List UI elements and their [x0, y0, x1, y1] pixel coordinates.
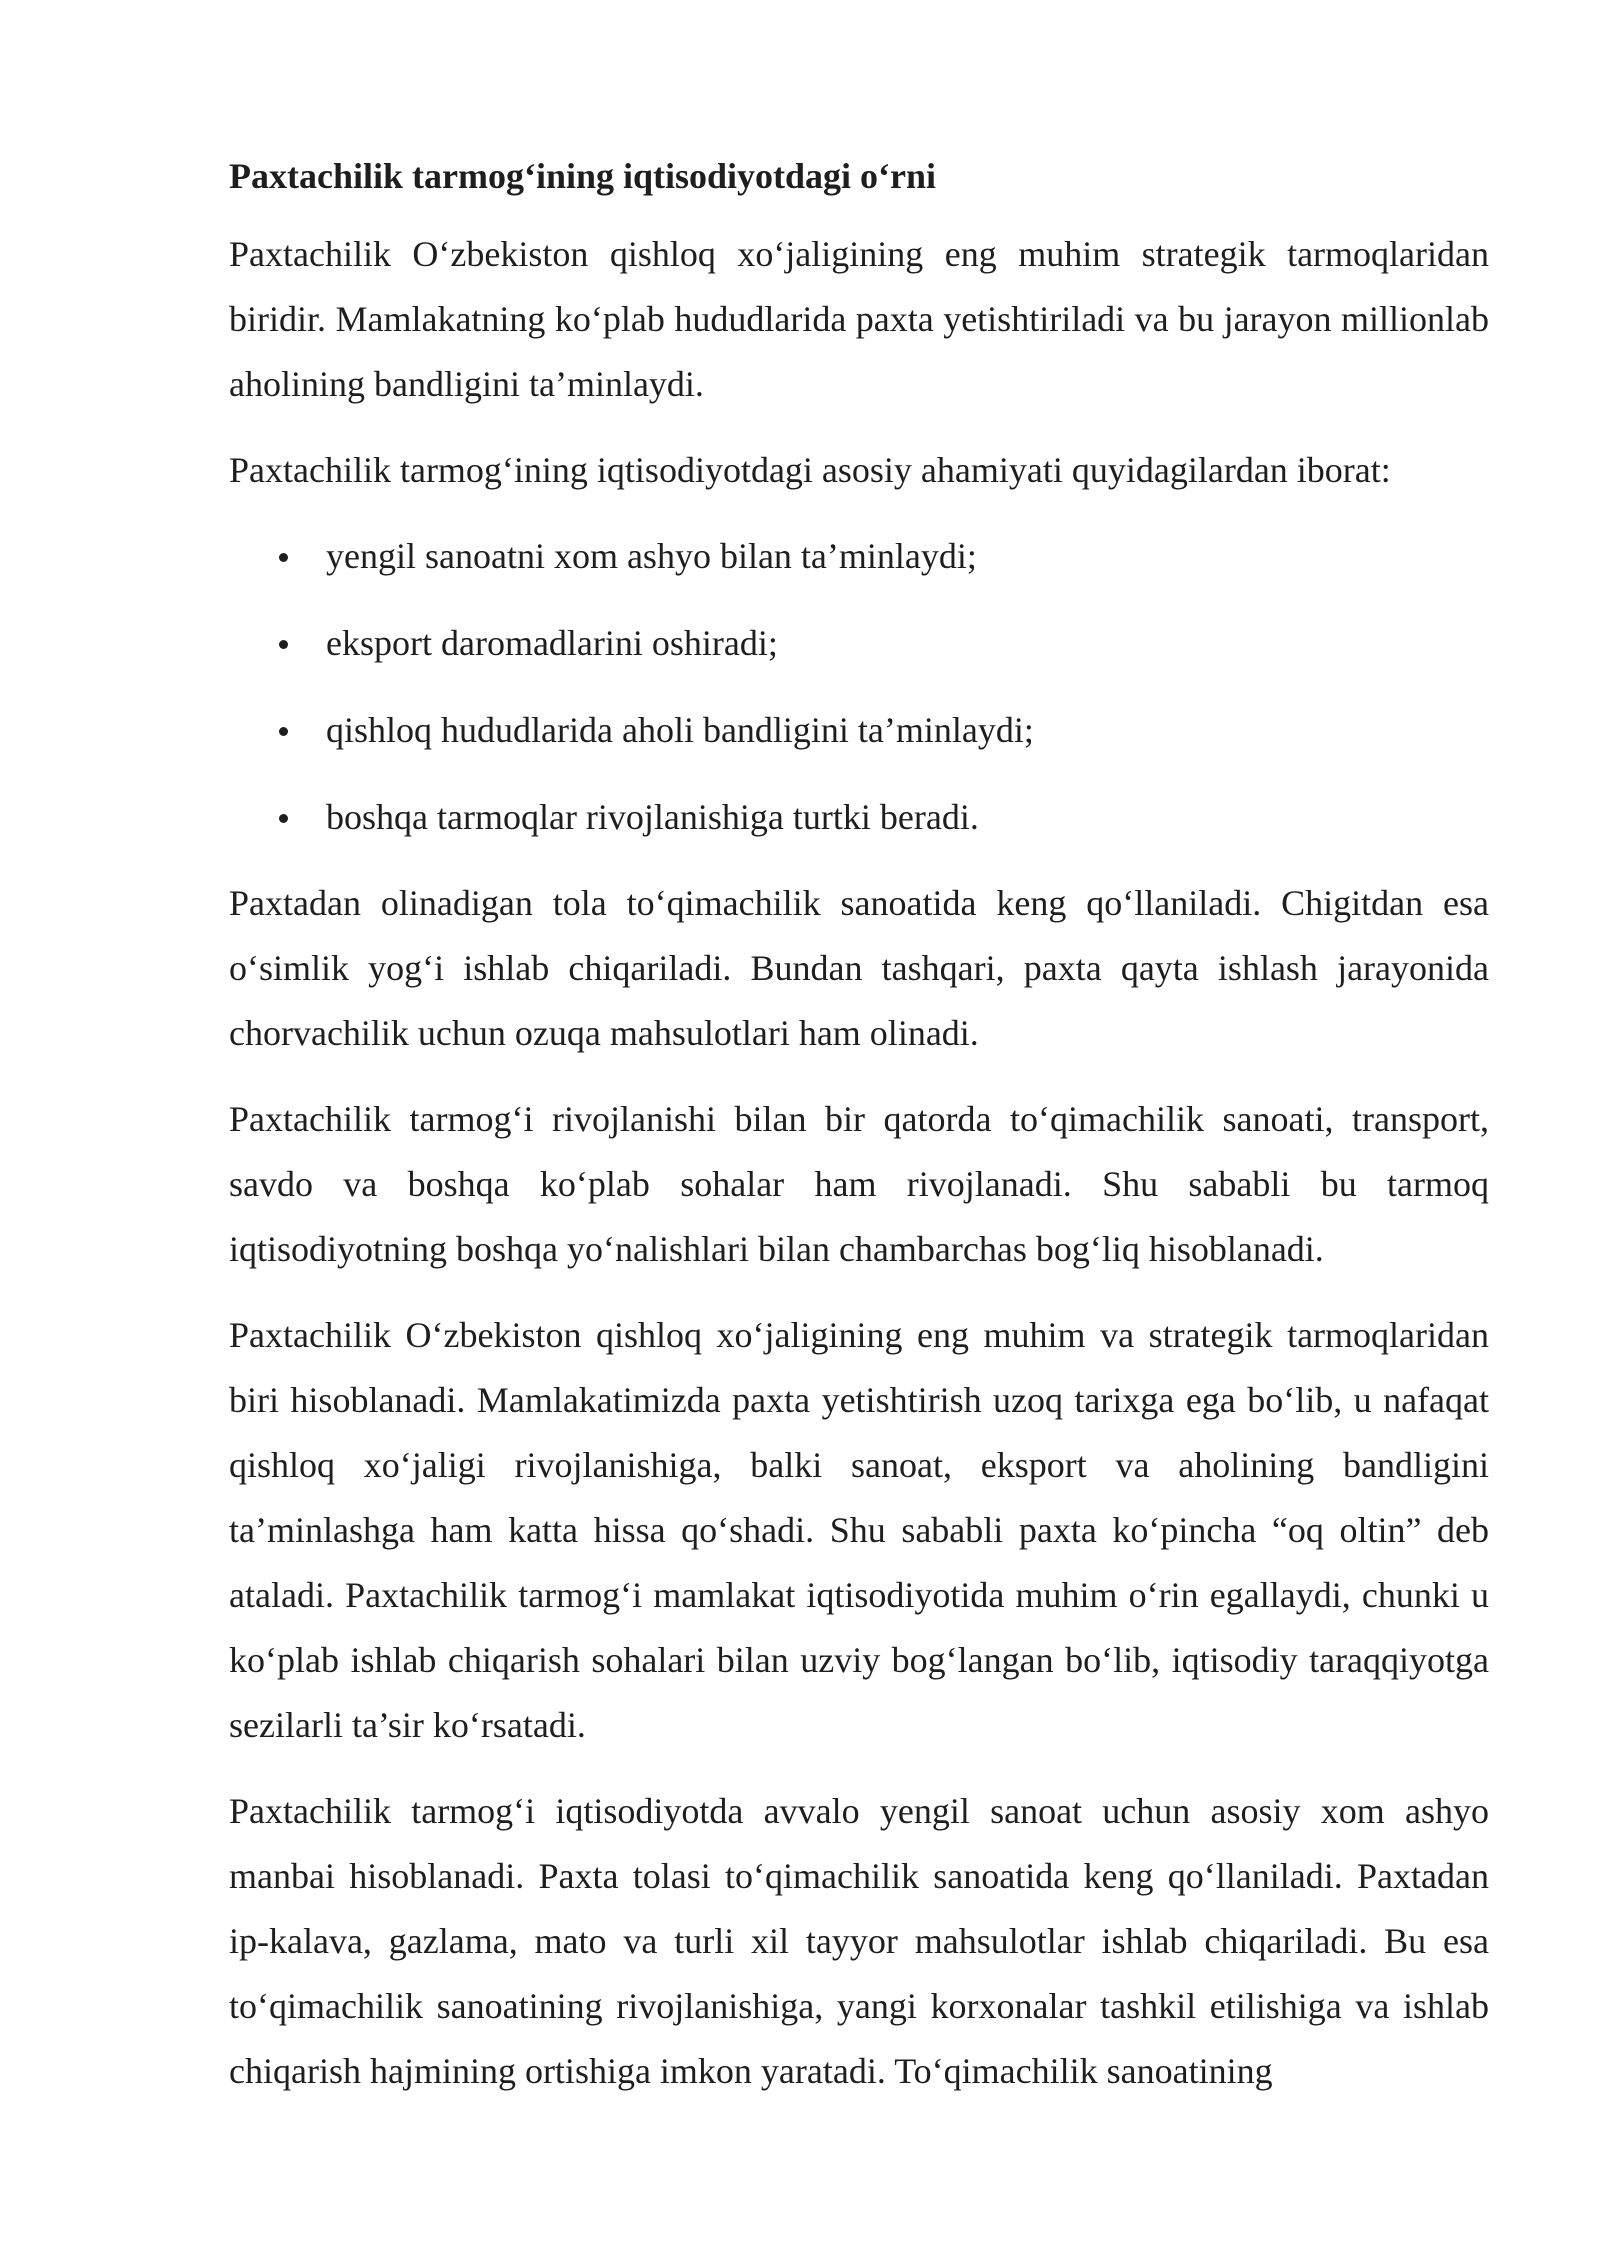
list-item-text: boshqa tarmoqlar rivojlanishiga turtki beradi. — [326, 797, 979, 837]
document-title: Paxtachilik tarmog‘ining iqtisodiyotdagi o‘rni — [229, 156, 937, 196]
list-item-text: eksport daromadlarini oshiradi; — [326, 623, 778, 663]
intro-paragraph: Paxtachilik O‘zbekiston qishloq xo‘jaligining eng muhim strategik tarmoqlaridan biridir. Mamlakatning ko‘plab hududlarida paxta yetishtiriladi va bu jarayon millionlab aholining bandligini ta’minlaydi. — [229, 234, 1489, 404]
list-lead-paragraph: Paxtachilik tarmog‘ining iqtisodiyotdagi asosiy ahamiyati quyidagilardan iborat: — [229, 450, 1391, 490]
document-page — [229, 148, 1489, 2125]
body-paragraph: Paxtachilik tarmog‘i rivojlanishi bilan bir qatorda to‘qimachilik sanoati, transport, savdo va boshqa ko‘plab sohalar ham rivojlanadi. Shu sababli bu tarmoq iqtisodiyotning boshqa yo‘nalishlari bilan chambarchas bog‘liq hisoblanadi. — [229, 1099, 1489, 1269]
bullet-icon — [279, 553, 288, 562]
benefits-list — [229, 524, 1489, 850]
list-item — [229, 611, 1489, 676]
list-item — [229, 698, 1489, 763]
body-paragraph: Paxtadan olinadigan tola to‘qimachilik sanoatida keng qo‘llaniladi. Chigitdan esa o‘simlik yog‘i ishlab chiqariladi. Bundan tashqari, paxta qayta ishlash jarayonida chorvachilik uchun ozuqa mahsulotlari ham olinadi. — [229, 883, 1489, 1053]
list-item-text: yengil sanoatni xom ashyo bilan ta’minlaydi; — [326, 536, 977, 576]
list-item — [229, 524, 1489, 589]
bullet-icon — [279, 814, 288, 823]
bullet-icon — [279, 640, 288, 649]
list-item-text: qishloq hududlarida aholi bandligini ta’minlaydi; — [326, 710, 1034, 750]
bullet-icon — [279, 727, 288, 736]
list-item — [229, 785, 1489, 850]
body-paragraph: Paxtachilik tarmog‘i iqtisodiyotda avvalo yengil sanoat uchun asosiy xom ashyo manbai hisoblanadi. Paxta tolasi to‘qimachilik sanoatida keng qo‘llaniladi. Paxtadan ip-kalava, gazlama, mato va turli xil tayyor mahsulotlar ishlab chiqariladi. Bu esa to‘qimachilik sanoatining rivojlanishiga, yangi korxonalar tashkil etilishiga va ishlab chiqarish hajmining ortishiga imkon yaratadi. To‘qimachilik sanoatining — [229, 1791, 1489, 2091]
body-paragraph: Paxtachilik O‘zbekiston qishloq xo‘jaligining eng muhim va strategik tarmoqlaridan biri hisoblanadi. Mamlakatimizda paxta yetishtirish uzoq tarixga ega bo‘lib, u nafaqat qishloq xo‘jaligi rivojlanishiga, balki sanoat, eksport va aholining bandligini ta’minlashga ham katta hissa qo‘shadi. Shu sababli paxta ko‘pincha “oq oltin” deb ataladi. Paxtachilik tarmog‘i mamlakat iqtisodiyotida muhim o‘rin egallaydi, chunki u ko‘plab ishlab chiqarish sohalari bilan uzviy bog‘langan bo‘lib, iqtisodiy taraqqiyotga sezilarli ta’sir ko‘rsatadi. — [229, 1315, 1489, 1745]
